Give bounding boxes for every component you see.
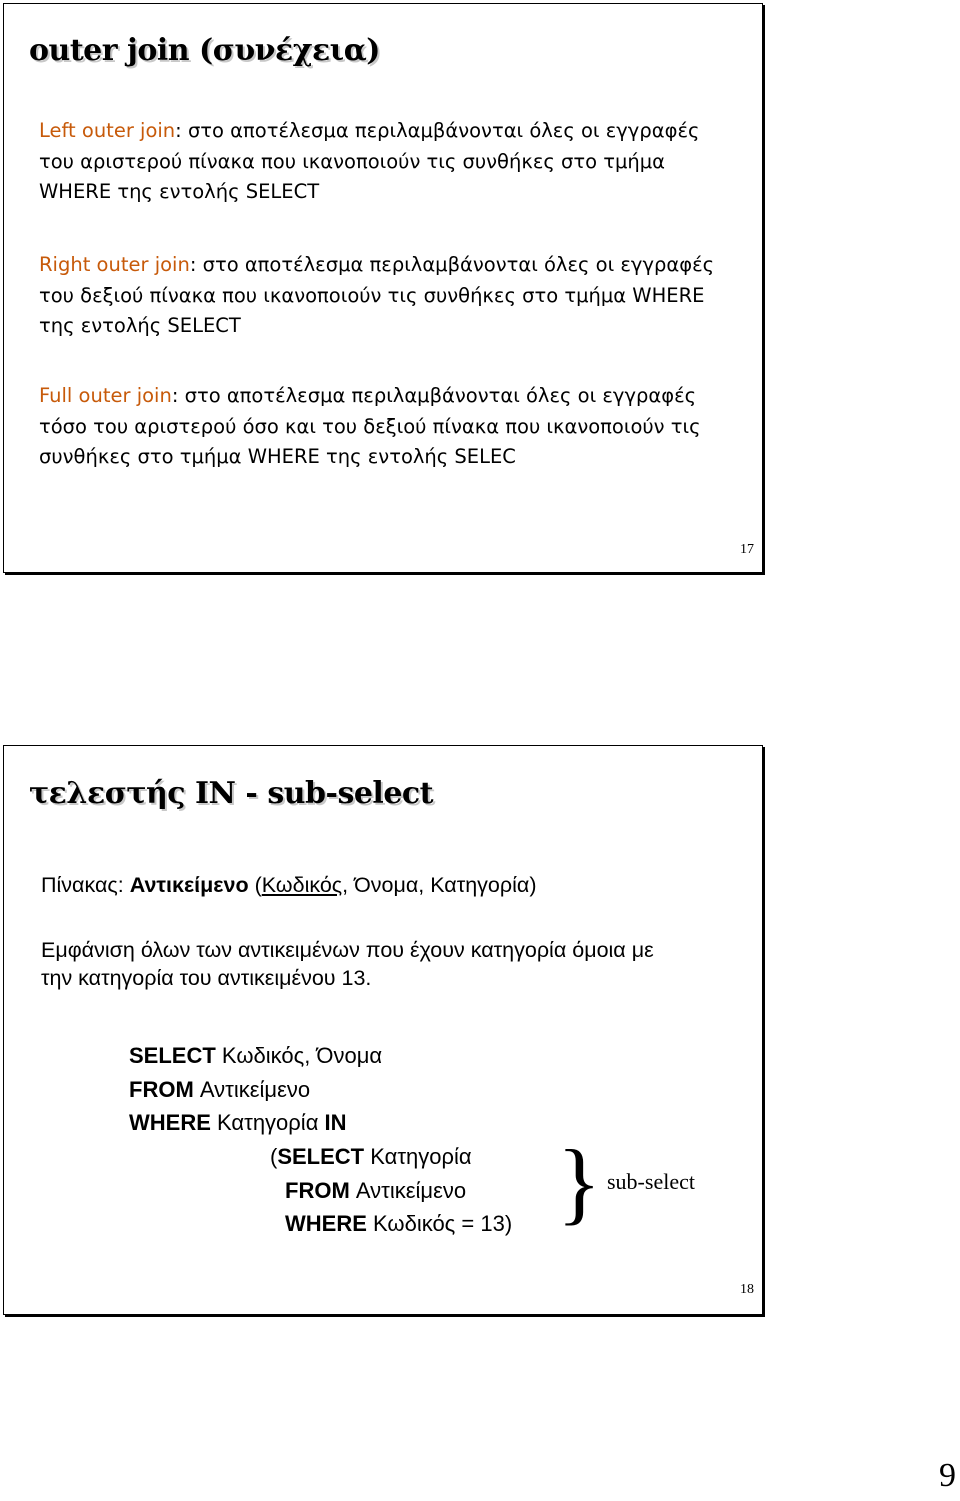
sql-from-line bbox=[129, 1076, 310, 1104]
definition-text: στο αποτέλεσμα περιλαμβάνονται όλες οι εγγραφές τόσο του αριστερού όσο και του δεξιού πίνακα που ικανοποιούν τις συνθήκες στο τμήμα WHERE της εντολής SELEC bbox=[39, 384, 701, 468]
term-label: Full outer join bbox=[39, 384, 172, 407]
sql-subselect-line bbox=[270, 1143, 472, 1171]
slide-outer-join bbox=[3, 3, 763, 573]
paren-open: ( bbox=[248, 873, 262, 897]
other-fields: , Όνομα, Κατηγορία) bbox=[342, 873, 537, 897]
document-page-number: 9 bbox=[939, 1457, 956, 1494]
sql-keyword: FROM bbox=[285, 1178, 350, 1203]
sql-paren: ( bbox=[270, 1144, 278, 1169]
slide-in-operator bbox=[3, 745, 763, 1315]
table-prefix: Πίνακας: bbox=[41, 873, 130, 897]
sql-table: Αντικείμενο bbox=[349, 1178, 467, 1203]
colon: : bbox=[171, 384, 179, 407]
sql-table: Αντικείμενο bbox=[193, 1077, 311, 1102]
term-label: Left outer join bbox=[39, 119, 176, 142]
left-outer-join-paragraph bbox=[39, 116, 739, 208]
sql-column: Κατηγορία bbox=[364, 1144, 472, 1169]
query-description: Εμφάνιση όλων των αντικειμένων που έχουν κατηγορία όμοια με την κατηγορία του αντικειμένου 13. bbox=[41, 938, 654, 990]
sql-keyword: IN bbox=[324, 1110, 347, 1135]
sql-subfrom-line bbox=[285, 1177, 466, 1205]
colon: : bbox=[175, 119, 182, 142]
table-name: Αντικείμενο bbox=[129, 873, 249, 897]
sql-keyword: SELECT bbox=[277, 1144, 365, 1169]
right-brace-icon: } bbox=[557, 1131, 602, 1233]
sql-keyword: WHERE bbox=[285, 1211, 367, 1236]
sql-keyword: FROM bbox=[129, 1077, 194, 1102]
sql-select-line bbox=[129, 1042, 382, 1070]
primary-key-field: Κωδικός bbox=[261, 873, 343, 897]
sql-where-line bbox=[129, 1109, 347, 1137]
slide-page-number: 18 bbox=[740, 1282, 754, 1297]
definition-text: στο αποτέλεσμα περιλαμβάνονται όλες οι εγγραφές του αριστερού πίνακα που ικανοποιούν τις συνθήκες στο τμήμα WHERE της εντολής SELECT bbox=[39, 119, 700, 203]
sql-keyword: WHERE bbox=[129, 1110, 211, 1135]
slide-page-number: 17 bbox=[740, 542, 754, 557]
term-label: Right outer join bbox=[39, 253, 190, 276]
sql-column: Κατηγορία bbox=[210, 1110, 325, 1135]
sql-keyword: SELECT bbox=[129, 1043, 216, 1068]
slide-title: τελεστής IN - sub-select bbox=[29, 776, 434, 811]
right-outer-join-paragraph bbox=[39, 250, 739, 342]
colon: : bbox=[189, 253, 197, 276]
table-schema-line bbox=[41, 871, 537, 899]
sql-columns: Κωδικός, Όνομα bbox=[215, 1043, 383, 1068]
sql-subwhere-line bbox=[285, 1210, 512, 1238]
slide-title: outer join (συνέχεια) bbox=[29, 33, 380, 68]
brace-label: sub-select bbox=[607, 1169, 695, 1194]
definition-text: στο αποτέλεσμα περιλαμβάνονται όλες οι εγγραφές του δεξιού πίνακα που ικανοποιούν τις συνθήκες στο τμήμα WHERE της εντολής SELECT bbox=[39, 253, 715, 337]
sql-condition: Κωδικός = 13) bbox=[366, 1211, 513, 1236]
full-outer-join-paragraph bbox=[39, 381, 739, 473]
